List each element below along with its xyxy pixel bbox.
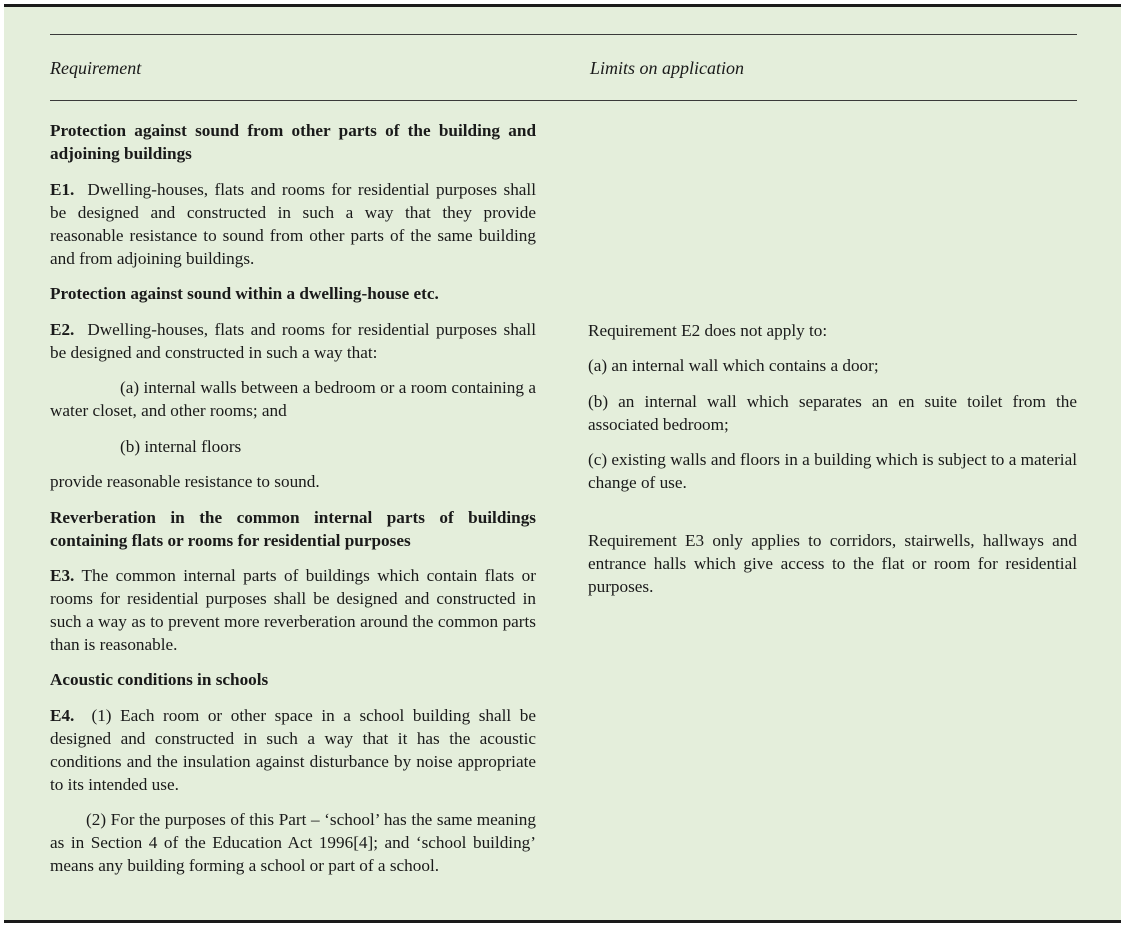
e2-limits-intro: Requirement E2 does not apply to: <box>588 321 828 340</box>
column-header-requirement: Requirement <box>50 58 142 78</box>
e2-label: E2. <box>50 320 75 339</box>
e4-label: E4. <box>50 706 75 725</box>
e4-1-text: (1) Each room or other space in a school building shall be designed and constructed in such a way that it has the acoustic conditions and the insulation against disturbance by noise appropriate to its intended use. <box>50 706 536 794</box>
requirement-e3 <box>50 564 536 656</box>
e2-item-a: (a) internal walls between a bedroom or a room containing a water closet, and other rooms; and <box>50 378 536 420</box>
e3-text: The common internal parts of buildings which contain flats or rooms for residential purposes shall be designed and constructed in such a way as to prevent more reverberation around the common parts than is reasonable. <box>50 566 536 654</box>
header-bottom-rule <box>50 100 1077 101</box>
e1-text: Dwelling-houses, flats and rooms for residential purposes shall be designed and constructed in such a way that they provide reasonable resistance to sound from other parts of the same building and from adjoining buildings. <box>50 180 536 268</box>
header-top-rule <box>50 34 1077 35</box>
e1-label: E1. <box>50 180 75 199</box>
requirement-e1 <box>50 178 536 270</box>
heading-sound-other-parts: Protection against sound from other parts of the building and adjoining buildings <box>50 121 536 163</box>
column-header-limits: Limits on application <box>590 58 745 78</box>
e2-limit-b: (b) an internal wall which separates an en suite toilet from the associated bedroom; <box>588 392 1077 434</box>
requirement-e4-1 <box>50 704 536 796</box>
e2-limit-c: (c) existing walls and floors in a building which is subject to a material change of use. <box>588 450 1077 492</box>
e3-label: E3. <box>50 566 75 585</box>
heading-sound-within-dwelling: Protection against sound within a dwelling-house etc. <box>50 284 439 303</box>
heading-reverberation: Reverberation in the common internal parts of buildings containing flats or rooms for residential purposes <box>50 508 536 550</box>
heading-schools: Acoustic conditions in schools <box>50 670 269 689</box>
e3-limits-note: Requirement E3 only applies to corridors, stairwells, hallways and entrance halls which give access to the flat or room for residential purposes. <box>588 531 1077 596</box>
e2-closing: provide reasonable resistance to sound. <box>50 472 320 491</box>
e2-text: Dwelling-houses, flats and rooms for residential purposes shall be designed and constructed in such a way that: <box>50 320 536 362</box>
e2-limit-a: (a) an internal wall which contains a door; <box>588 356 879 375</box>
regulation-table <box>4 4 1121 923</box>
e2-item-b: (b) internal floors <box>120 437 242 456</box>
requirement-e2 <box>50 318 536 364</box>
requirement-e4-2: (2) For the purposes of this Part – ‘school’ has the same meaning as in Section 4 of the Education Act 1996[4]; and ‘school building’ means any building forming a school or part of a school. <box>50 810 536 875</box>
